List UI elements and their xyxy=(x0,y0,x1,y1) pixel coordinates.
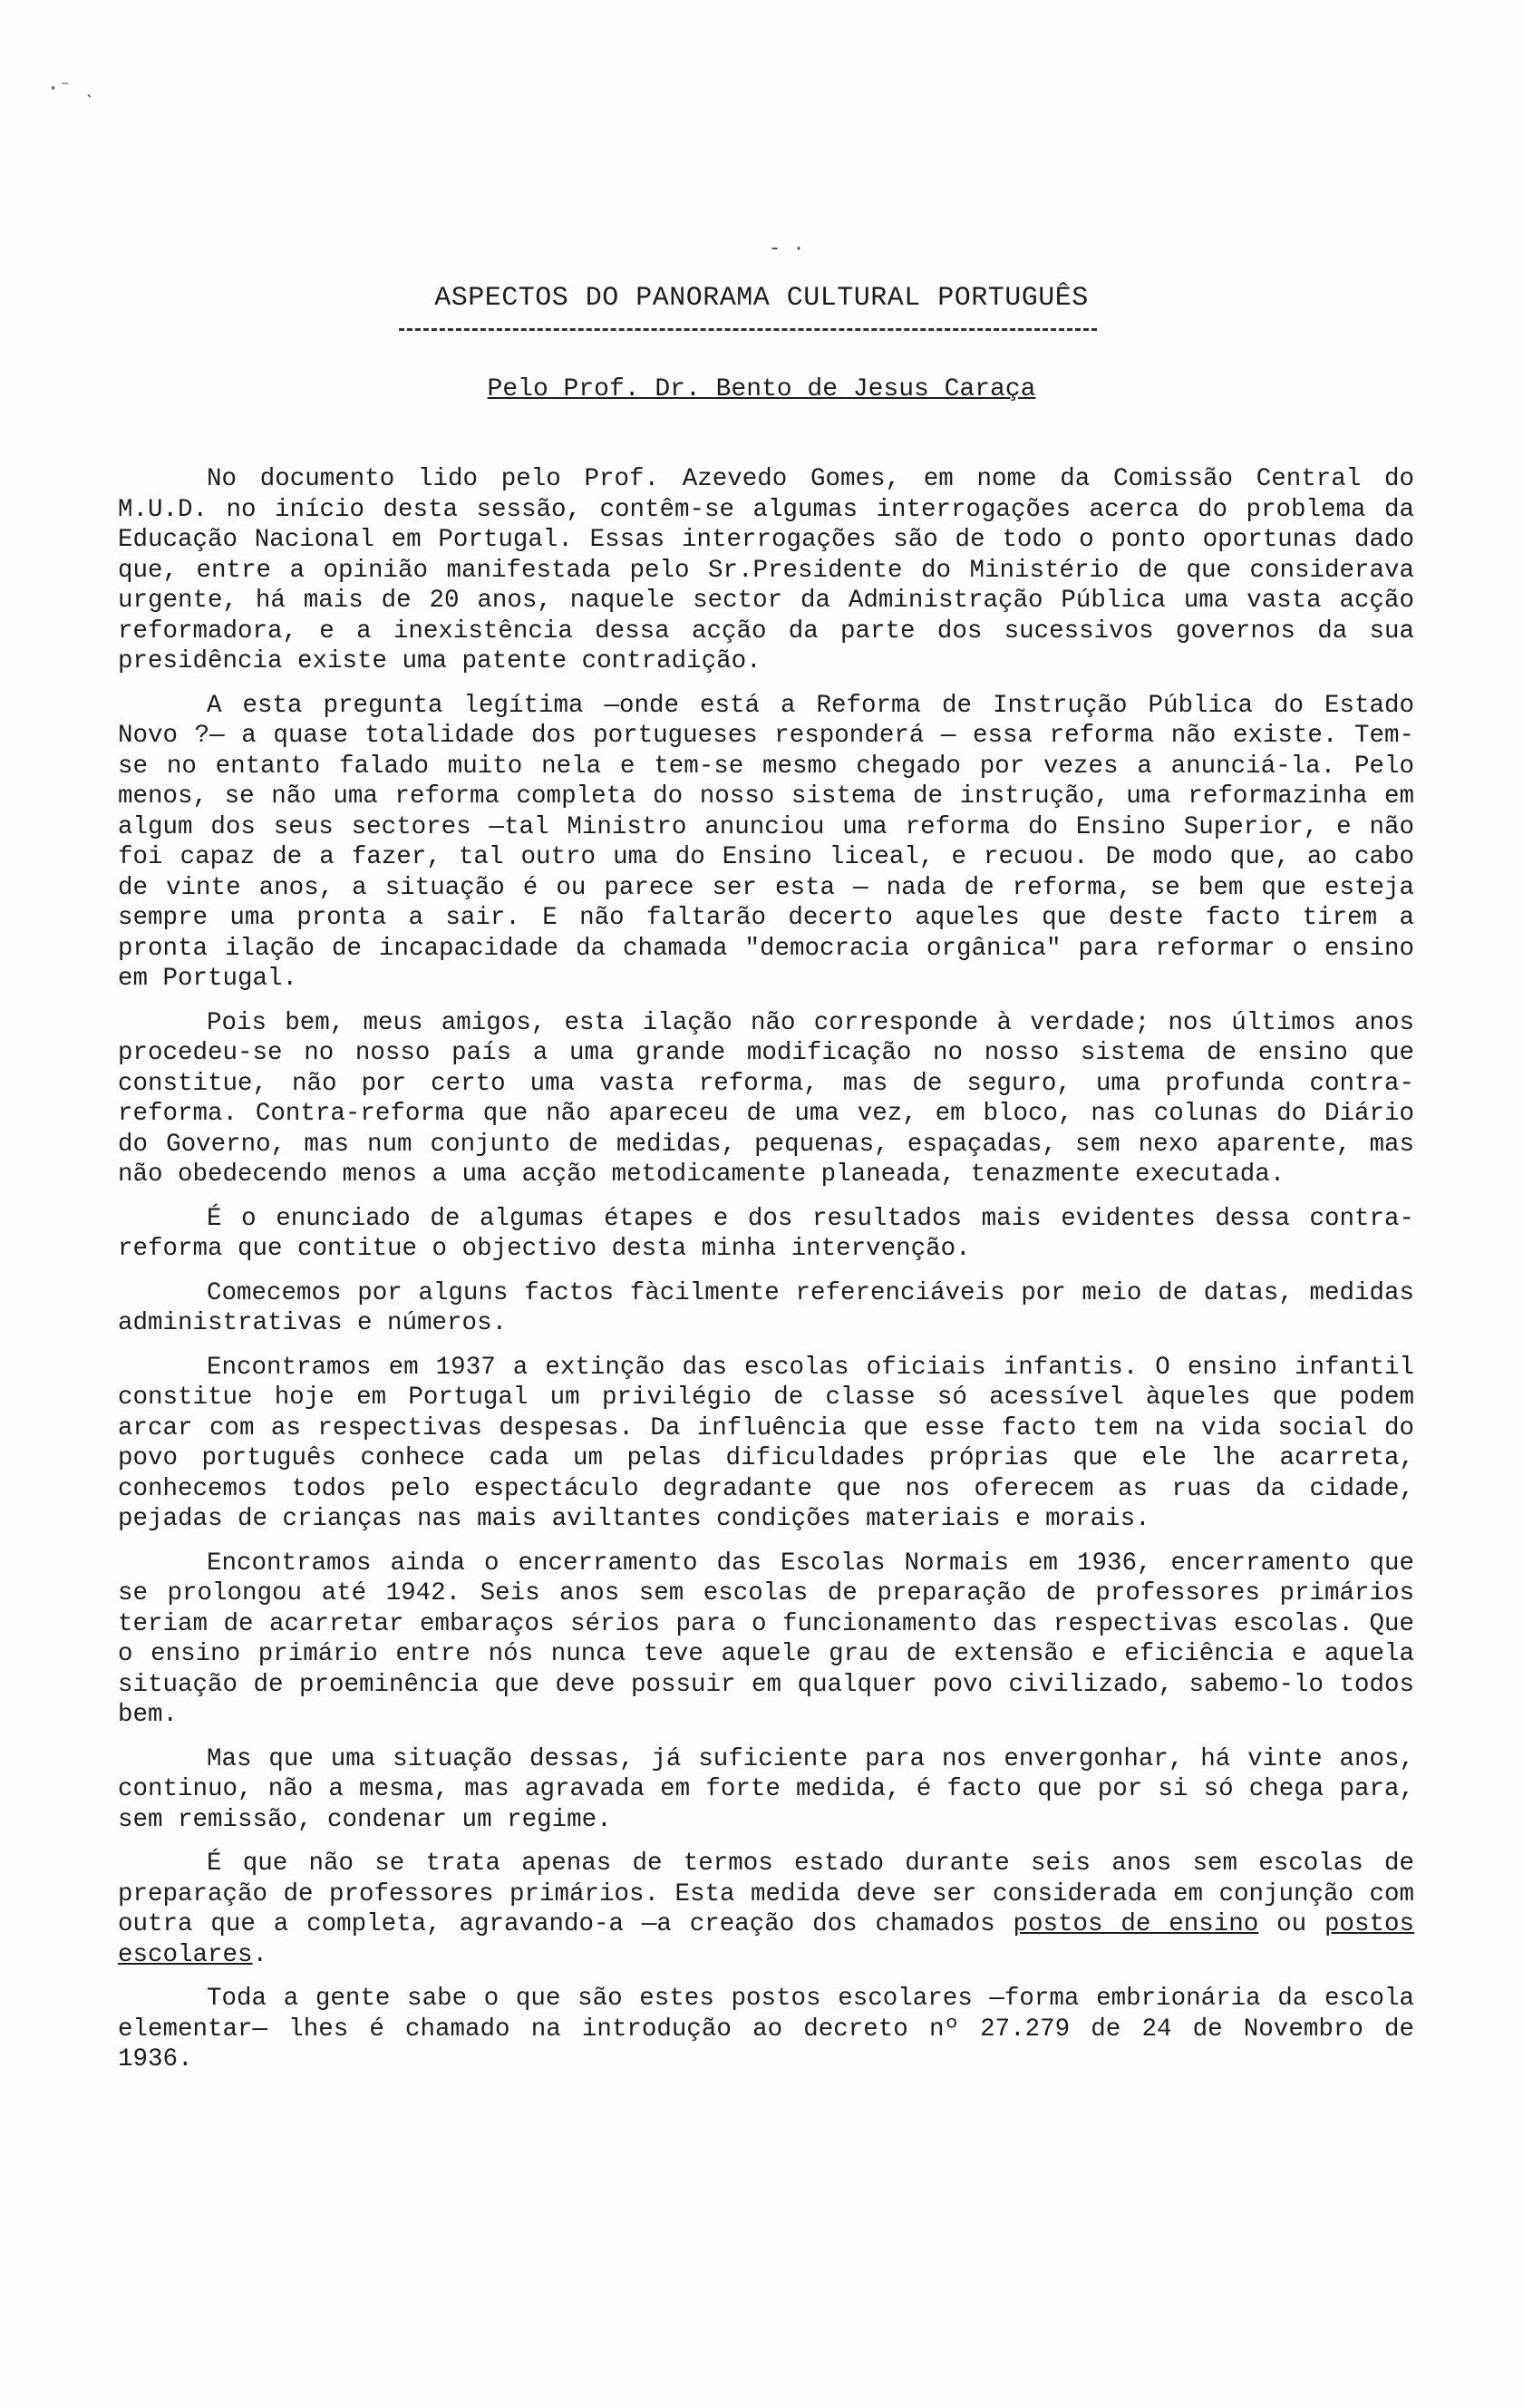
paragraph xyxy=(118,1849,1414,1970)
paragraph: Pois bem, meus amigos, esta ilação não corresponde à verdade; nos últimos anos procedeu-se no nosso país a uma grande modificação no nosso sistema de ensino que constitue, não por certo uma vasta reforma, mas de seguro, uma profunda contra-reforma. Contra-reforma que não apareceu de uma vez, em bloco, nas colunas do Diário do Governo, mas num conjunto de medidas, pequenas, espaçadas, sem nexo aparente, mas não obedecendo menos a uma acção metodicamente planeada, tenazmente executada. xyxy=(118,1008,1414,1189)
paragraph: Mas que uma situação dessas, já suficiente para nos envergonhar, há vinte anos, continuo, não a mesma, mas agravada em forte medida, é facto que por si só chega para, sem remissão, condenar um regime. xyxy=(118,1744,1414,1834)
underlined-term: postos de ensino xyxy=(1013,1910,1259,1938)
document-body xyxy=(118,464,1414,2089)
paragraph: É o enunciado de algumas étapes e dos resultados mais evidentes dessa contra-reforma que contitue o objectivo desta minha intervenção. xyxy=(118,1204,1414,1263)
title-underline xyxy=(399,328,1097,331)
document-title: ASPECTOS DO PANORAMA CULTURAL PORTUGUÊS xyxy=(434,283,1089,314)
conjunction: ou xyxy=(1258,1910,1324,1938)
paragraph: A esta pregunta legítima —onde está a Reforma de Instrução Pública do Estado Novo ?— a quase totalidade dos portugueses responderá — essa reforma não existe. Tem-se no entanto falado muito nela e tem-se mesmo chegado por vezes a anunciá-la. Pelo menos, se não uma reforma completa do nosso sistema de instrução, uma reformazinha em algum dos seus sectores —tal Ministro anunciou uma reforma do Ensino Superior, e não foi capaz de a fazer, tal outro uma do Ensino liceal, e recuou. De modo que, ao cabo de vinte anos, a situação é ou parece ser esta — nada de reforma, se bem que esteja sempre uma pronta a sair. E não faltarão decerto aqueles que deste facto tirem a pronta ilação de incapacidade da chamada "democracia orgânica" para reformar o ensino em Portugal. xyxy=(118,691,1414,993)
scan-mark: ·⁻ ˎ xyxy=(47,77,95,100)
paragraph-text: É que não se trata apenas de termos estado durante seis anos sem escolas de preparação de professores primários. Esta medida deve ser considerada em conjunção com outra que a completa, agravando-a —a creação dos chamados xyxy=(118,1850,1414,1938)
underlined-term: postos escolares xyxy=(118,1910,1415,1969)
paragraph: Encontramos em 1937 a extinção das escolas oficiais infantis. O ensino infantil constitue hoje em Portugal um privilégio de classe só acessível àqueles que podem arcar com as respectivas despesas. Da influência que esse facto tem na vida social do povo português conhece cada um pelas dificuldades próprias que ele lhe acarreta, conhecemos todos pelo espectáculo degradante que nos oferecem as ruas da cidade, pejadas de crianças nas mais aviltantes condições materiais e morais. xyxy=(118,1353,1414,1533)
sentence-end: . xyxy=(252,1940,268,1969)
author-line: Pelo Prof. Dr. Bento de Jesus Caraça xyxy=(487,375,1036,403)
paragraph: Toda a gente sabe o que são estes postos escolares —forma embrionária da escola elementar— lhes é chamado na introdução ao decreto nº 27.279 de 24 de Novembro de 1936. xyxy=(118,1985,1414,2073)
paragraph: No documento lido pelo Prof. Azevedo Gomes, em nome da Comissão Central do M.U.D. no início desta sessão, contêm-se algumas interrogações acerca do problema da Educação Nacional em Portugal. Essas interrogações são de todo o ponto oportunas dado que, entre a opinião manifestada pelo Sr.Presidente do Ministério de que considerava urgente, há mais de 20 anos, naquele sector da Administração Pública uma vasta acção reformadora, e a inexistência dessa acção da parte dos sucessivos governos da sua presidência existe uma patente contradição. xyxy=(118,465,1414,675)
scan-mark: - · xyxy=(769,238,805,260)
paragraph: Comecemos por alguns factos fàcilmente referenciáveis por meio de datas, medidas administrativas e números. xyxy=(118,1278,1414,1337)
paragraph: Encontramos ainda o encerramento das Escolas Normais em 1936, encerramento que se prolongou até 1942. Seis anos sem escolas de preparação de professores primários teriam de acarretar embaraços sérios para o funcionamento das respectivas escolas. Que o ensino primário entre nós nunca teve aquele grau de extensão e eficiência e aquela situação de proeminência que deve possuir em qualquer povo civilizado, sabemo-lo todos bem. xyxy=(118,1549,1414,1729)
